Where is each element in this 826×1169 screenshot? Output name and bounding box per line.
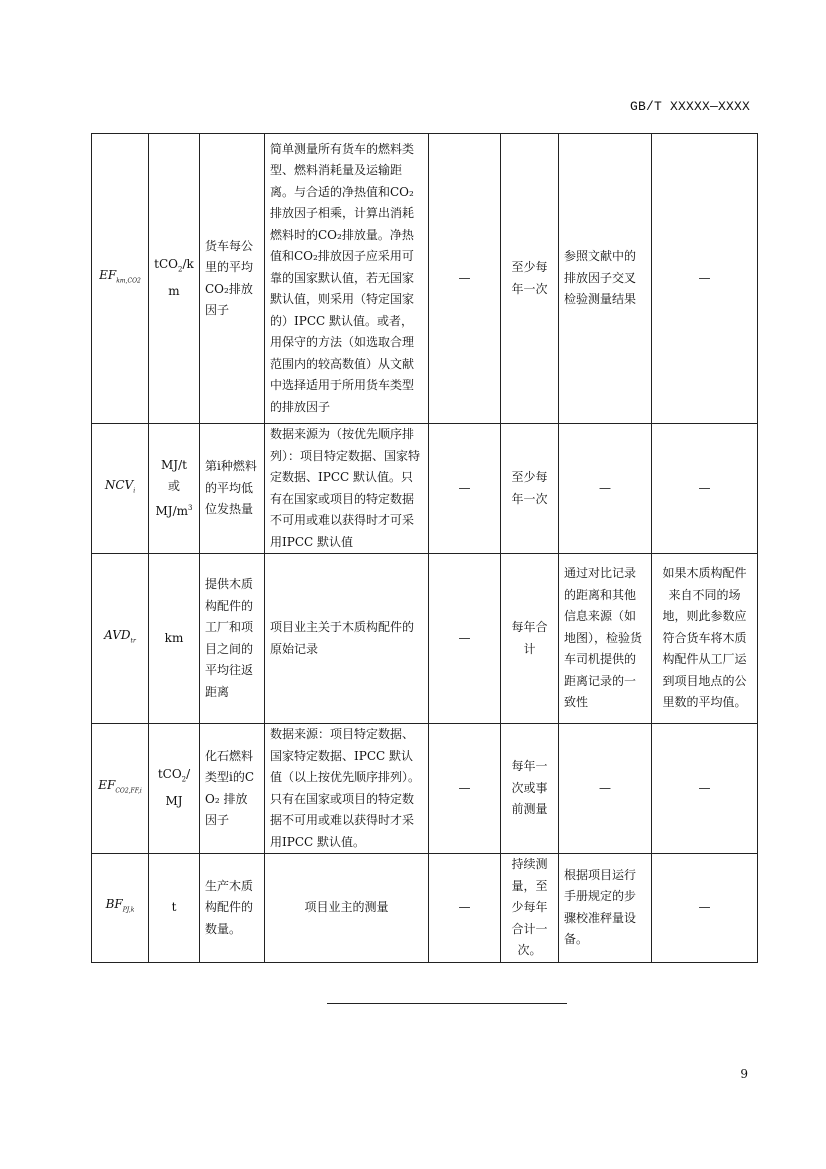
qa-qc-procedure: — bbox=[559, 424, 652, 554]
data-source: 项目业主的测量 bbox=[265, 854, 429, 963]
parameter-description: 生产木质构配件的数量。 bbox=[200, 854, 265, 963]
data-source: 数据来源：项目特定数据、国家特定数据、IPCC 默认值（以上按优先顺序排列）。只有在国家或项目的特定数据不可用或难以获得时才采用IPCC 默认值。 bbox=[265, 724, 429, 854]
measurement-frequency: 至少每年一次 bbox=[501, 134, 559, 424]
table-row bbox=[92, 134, 758, 424]
table-row bbox=[92, 724, 758, 854]
parameter-note: — bbox=[652, 854, 758, 963]
data-source: 简单测量所有货车的燃料类型、燃料消耗量及运输距离。与合适的净热值和CO₂排放因子相乘，计算出消耗燃料时的CO₂排放量。净热值和CO₂排放因子应采用可靠的国家默认值，若无国家默认值，则采用（特定国家的）IPCC 默认值。或者，用保守的方法（如选取合理范围内的较高数值）从文献中选择适用于所用货车类型的排放因子 bbox=[265, 134, 429, 424]
parameter-description: 提供木质构配件的工厂和项目之间的平均往返距离 bbox=[200, 554, 265, 724]
parameter-value: — bbox=[429, 424, 501, 554]
parameter-unit: km bbox=[149, 554, 200, 724]
qa-qc-procedure: 参照文献中的排放因子交叉检验测量结果 bbox=[559, 134, 652, 424]
table-row bbox=[92, 854, 758, 963]
parameter-symbol: $EF_{km,CO2}$ bbox=[92, 134, 149, 424]
parameter-unit: tCO$_2$/MJ bbox=[149, 724, 200, 854]
parameter-description: 货车每公里的平均CO₂排放因子 bbox=[200, 134, 265, 424]
qa-qc-procedure: — bbox=[559, 724, 652, 854]
parameter-note: — bbox=[652, 724, 758, 854]
parameter-value: — bbox=[429, 724, 501, 854]
parameter-symbol: $NCV_i$ bbox=[92, 424, 149, 554]
measurement-frequency: 持续测量，至少每年合计一次。 bbox=[501, 854, 559, 963]
measurement-frequency: 每年一次或事前测量 bbox=[501, 724, 559, 854]
parameter-table bbox=[91, 133, 758, 963]
parameter-note: 如果木质构配件来自不同的场地，则此参数应符合货车将木质构配件从工厂运到项目地点的公里数的平均值。 bbox=[652, 554, 758, 724]
parameter-description: 第i种燃料的平均低位发热量 bbox=[200, 424, 265, 554]
data-source: 数据来源为（按优先顺序排列）：项目特定数据、国家特定数据、IPCC 默认值。只有在国家或项目的特定数据不可用或难以获得时才可采用IPCC 默认值 bbox=[265, 424, 429, 554]
parameter-value: — bbox=[429, 134, 501, 424]
parameter-unit: tCO$_2$/km bbox=[149, 134, 200, 424]
parameter-unit: t bbox=[149, 854, 200, 963]
parameter-note: — bbox=[652, 134, 758, 424]
parameter-unit: MJ/t 或 $MJ/m^3$ bbox=[149, 424, 200, 554]
measurement-frequency: 每年合计 bbox=[501, 554, 559, 724]
parameter-symbol: $BF_{PJ,k}$ bbox=[92, 854, 149, 963]
parameter-value: — bbox=[429, 854, 501, 963]
qa-qc-procedure: 根据项目运行手册规定的步骤校准秤量设备。 bbox=[559, 854, 652, 963]
table-row bbox=[92, 554, 758, 724]
table-row bbox=[92, 424, 758, 554]
measurement-frequency: 至少每年一次 bbox=[501, 424, 559, 554]
parameter-symbol: $AVD_{tr}$ bbox=[92, 554, 149, 724]
parameter-description: 化石燃料类型i的CO₂ 排放因子 bbox=[200, 724, 265, 854]
parameter-note: — bbox=[652, 424, 758, 554]
parameter-symbol: $EF_{CO2,FF,i}$ bbox=[92, 724, 149, 854]
qa-qc-procedure: 通过对比记录的距离和其他信息来源（如地图），检验货车司机提供的距离记录的一致性 bbox=[559, 554, 652, 724]
parameter-value: — bbox=[429, 554, 501, 724]
data-source: 项目业主关于木质构配件的原始记录 bbox=[265, 554, 429, 724]
standard-code-header: GB/T XXXXX—XXXX bbox=[629, 99, 750, 114]
page-number: 9 bbox=[740, 1067, 748, 1081]
end-of-section-rule bbox=[327, 1003, 567, 1004]
